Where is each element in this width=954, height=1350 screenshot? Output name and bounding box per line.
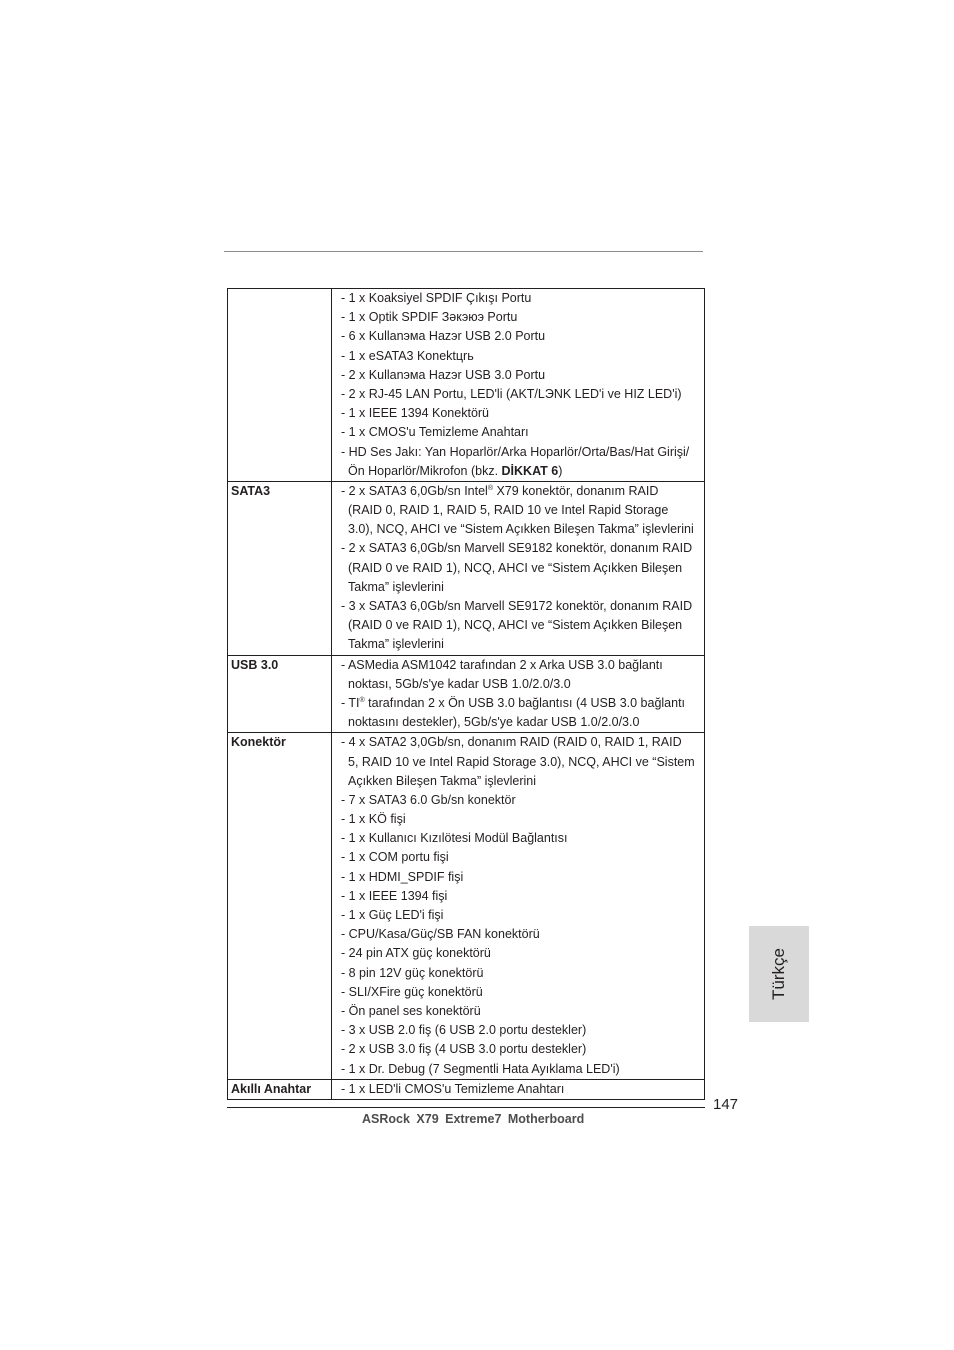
- row-content: [332, 1079, 705, 1099]
- spec-line: 5, RAID 10 ve Intel Rapid Storage 3.0), NCQ, AHCI ve “Sistem: [348, 754, 695, 769]
- specifications-table-body: [228, 289, 705, 1100]
- row-content: [332, 481, 705, 655]
- spec-line: noktası, 5Gb/s'ye kadar USB 1.0/2.0/3.0: [348, 676, 571, 691]
- spec-line: noktasını destekler), 5Gb/s'ye kadar USB 1.0/2.0/3.0: [348, 715, 640, 730]
- row-content: [332, 289, 705, 482]
- spec-line: - 1 x eSATA3 Konektцrь: [341, 348, 474, 363]
- spec-line: 3.0), NCQ, AHCI ve “Sistem Açıkken Bileşen Takma” işlevlerini: [348, 522, 694, 537]
- spec-line: (RAID 0 ve RAID 1), NCQ, AHCI ve “Sistem Açıkken Bileşen: [348, 618, 683, 633]
- spec-line: - 3 x SATA3 6,0Gb/sn Marvell SE9172 konektör, donanım RAID: [341, 599, 693, 613]
- spec-line: - 6 x Kullanэма Hazэr USB 2.0 Portu: [341, 329, 546, 344]
- spec-line: - ASMedia ASM1042 tarafından 2 x Arka USB 3.0 bağlantı: [341, 657, 663, 672]
- spec-line: (RAID 0, RAID 1, RAID 5, RAID 10 ve Intel Rapid Storage: [348, 503, 669, 518]
- row-label: SATA3: [228, 481, 332, 655]
- spec-line: - 1 x Koaksiyel SPDIF Çıkışı Portu: [341, 291, 532, 305]
- spec-line: Açıkken Bileşen Takma” işlevlerini: [348, 773, 537, 788]
- row-label: Akıllı Anahtar: [228, 1079, 332, 1099]
- top-divider: [224, 251, 703, 252]
- spec-line: Takma” işlevlerini: [348, 579, 444, 594]
- spec-line: - 1 x KÖ fişi: [341, 812, 406, 827]
- spec-line: - 1 x HDMI_SPDIF fişi: [341, 869, 464, 884]
- spec-line: - 1 x LED'li CMOS'u Temizleme Anahtarı: [341, 1081, 565, 1096]
- language-tab-label: Türkçe: [769, 948, 788, 1000]
- spec-line: - SLI/XFire güç konektörü: [341, 984, 483, 999]
- spec-line: - 7 x SATA3 6.0 Gb/sn konektör: [341, 792, 516, 807]
- spec-line: - 8 pin 12V güç konektörü: [341, 965, 484, 980]
- spec-line: - 1 x CMOS'u Temizleme Anahtarı: [341, 425, 529, 440]
- table-row: [228, 481, 705, 655]
- table-row: [228, 655, 705, 733]
- row-content: [332, 733, 705, 1079]
- spec-line: - HD Ses Jakı: Yan Hoparlör/Arka Hoparlör/Orta/Bas/Hat Girişi/: [341, 444, 690, 459]
- spec-line: Takma” işlevlerini: [348, 637, 444, 652]
- spec-line: - CPU/Kasa/Güç/SB FAN konektörü: [341, 927, 540, 942]
- spec-line: - 1 x Kullanıcı Kızılötesi Modül Bağlantısı: [341, 831, 568, 846]
- spec-line: - Ön panel ses konektörü: [341, 1003, 481, 1018]
- spec-line: - 24 pin ATX güç konektörü: [341, 946, 491, 961]
- spec-line: - 1 x Güç LED'i fişi: [341, 908, 444, 922]
- row-content: [332, 655, 705, 733]
- page-number: 147: [713, 1096, 739, 1113]
- spec-line: - 3 x USB 2.0 fiş (6 USB 2.0 portu destekler): [341, 1023, 587, 1038]
- row-label: Konektör: [228, 733, 332, 1079]
- row-label: USB 3.0: [228, 655, 332, 733]
- spec-line: - 2 x Kullanэма Hazэr USB 3.0 Portu: [341, 367, 546, 382]
- spec-line: - 1 x Optik SPDIF Зəкэюэ Portu: [341, 310, 518, 325]
- spec-line: - 2 x SATA3 6,0Gb/sn Intel® X79 konektör, donanım RAID: [341, 483, 659, 498]
- spec-line: - 2 x SATA3 6,0Gb/sn Marvell SE9182 konektör, donanım RAID: [341, 541, 693, 556]
- table-row: [228, 733, 705, 1079]
- spec-line: - 1 x IEEE 1394 fişi: [341, 888, 448, 903]
- spec-line: - 1 x Dr. Debug (7 Segmentli Hata Ayıklama LED'i): [341, 1061, 620, 1076]
- spec-line: - 2 x RJ-45 LAN Portu, LED'li (AKT/LЭNK LED'i ve HIZ LED'i): [341, 386, 682, 401]
- table-row: [228, 1079, 705, 1099]
- table-row: [228, 289, 705, 482]
- spec-line: (RAID 0 ve RAID 1), NCQ, AHCI ve “Sistem Açıkken Bileşen: [348, 560, 683, 575]
- specifications-table: [227, 288, 705, 1100]
- language-tab: [749, 926, 809, 1022]
- spec-line: - 2 x USB 3.0 fiş (4 USB 3.0 portu destekler): [341, 1042, 587, 1057]
- row-label: [228, 289, 332, 482]
- spec-line: - 1 x COM portu fişi: [341, 850, 449, 865]
- spec-line: - TI® tarafından 2 x Ön USB 3.0 bağlantısı (4 USB 3.0 bağlantı: [341, 695, 686, 710]
- footer-divider: [227, 1107, 705, 1108]
- footer-title: ASRock X79 Extreme7 Motherboard: [362, 1112, 585, 1126]
- spec-line: Ön Hoparlör/Mikrofon (bkz. DİKKAT 6): [348, 463, 563, 478]
- spec-line: - 4 x SATA2 3,0Gb/sn, donanım RAID (RAID 0, RAID 1, RAID: [341, 735, 682, 750]
- spec-line: - 1 x IEEE 1394 Konektörü: [341, 406, 490, 421]
